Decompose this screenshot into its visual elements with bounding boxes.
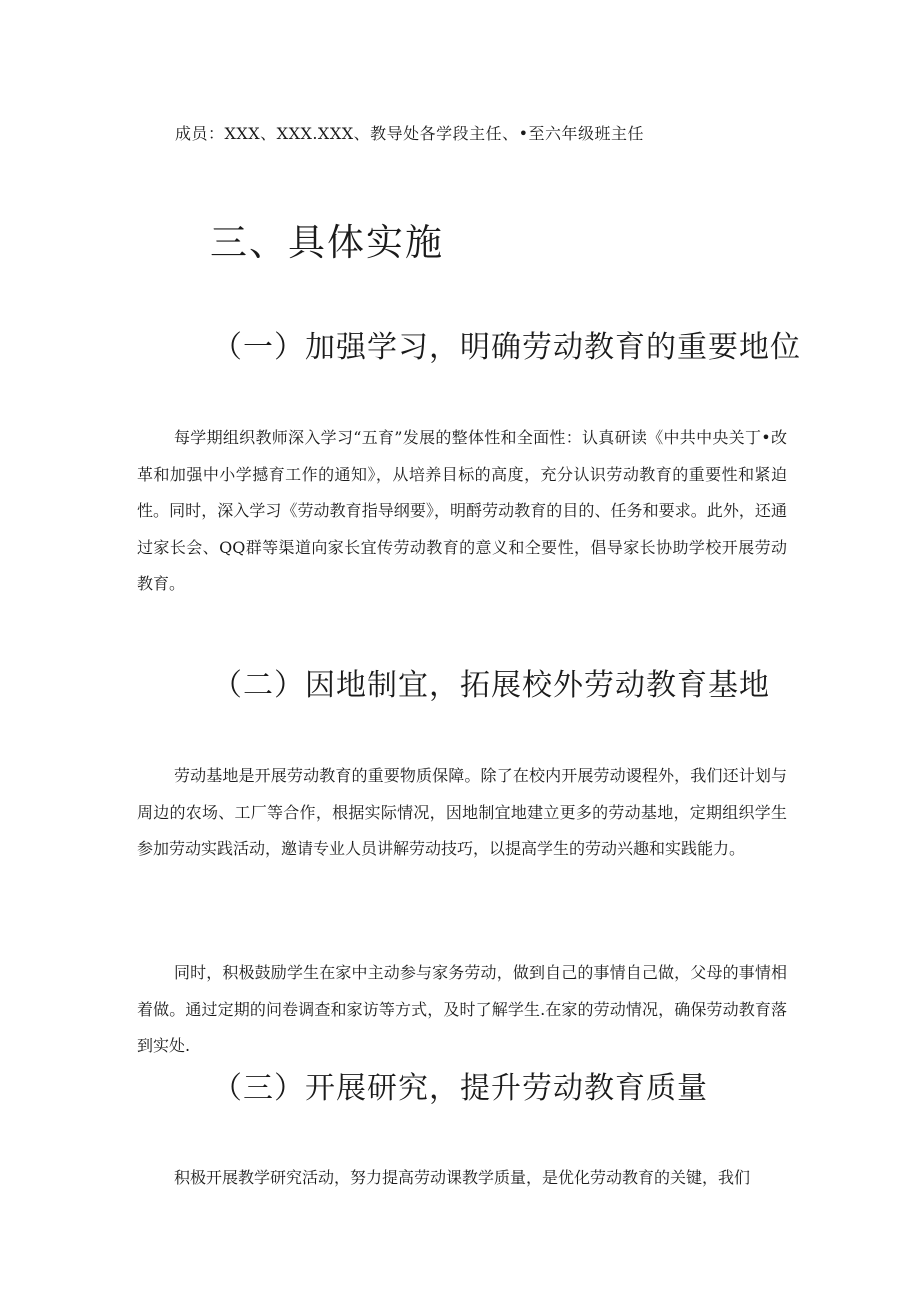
subsection-title-3: （三）开展研究，提升劳动教育质量: [212, 1071, 708, 1106]
subsection-title-1: （一）加强学习，明确劳动教育的重要地位: [212, 330, 801, 365]
paragraph-labor-base: 劳动基地是开展劳动教育的重要物质保障。除了在校内开展劳动谡程外，我们还计划与周边的农场、工厂等合作，根据实际情况，因地制宜地建立更多的劳动基地，定期组织学生参加劳动实践活动，邀请专业人员讲解劳动技巧，以提高学生的劳动兴趣和实践能力。: [137, 766, 787, 858]
paragraph-research: 积极开展教学研究活动，努力提高劳动课教学质量，是优化劳动教育的关键，我们: [174, 1168, 751, 1187]
members-line: 成员：XXX、XXX.XXX、教导处各学段主任、•至六年级班主任: [175, 124, 645, 143]
paragraph-study: 每学期组织教师深入学习“五育”发展的整体性和全面性：认真研读《中共中央关丁•改革和加强中小学撼育工作的通知》，从培养目标的高度，充分认识劳动教育的重要性和紧迫性。同时，深入学习《劳动教育指导纲要》，明酹劳动教育的目的、任务和要求。此外，还通过家长会、QQ群等渠道向家长宜传劳动教育的意义和仝要性，倡导家长协助学校开展劳动教育。: [137, 428, 787, 593]
paragraph-home-labor: 同时，积极鼓励学生在家中主动参与家务劳动，做到自己的事情自己做，父母的事情相着做。通过定期的问卷调查和家访等方式，及时了解学生.在家的劳动情况，确保劳动教育落到实处.: [137, 963, 787, 1055]
subsection-title-2: （二）因地制宜，拓展校外劳动教育基地: [212, 668, 770, 703]
section-title: 三、具体实施: [210, 221, 444, 264]
